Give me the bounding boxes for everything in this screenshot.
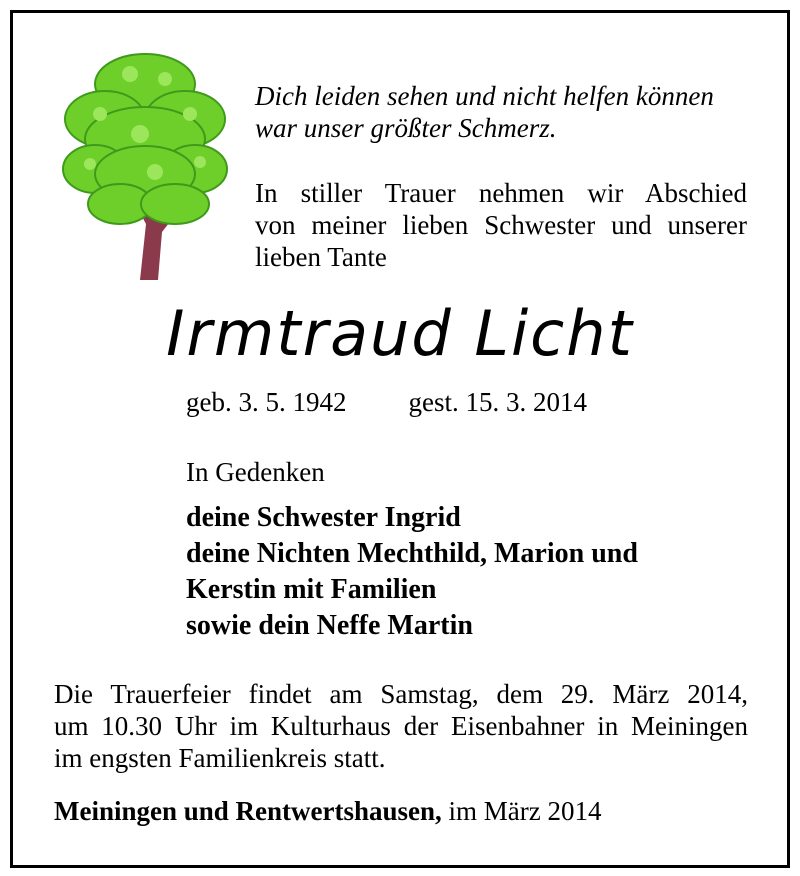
deceased-name: Irmtraud Licht (166, 297, 634, 370)
verse-line-2: war unser größter Schmerz. (255, 113, 557, 143)
mourner-line: sowie dein Neffe Martin (186, 610, 473, 641)
farewell-line-1: In stiller Trauer nehmen wir Abschied (255, 178, 747, 208)
place-date (54, 795, 602, 827)
place-towns: Meiningen und Rentwertshausen, (54, 796, 442, 826)
service-info (54, 678, 748, 774)
mourner-line: Kerstin mit Familien (186, 574, 437, 605)
mourner-line: deine Schwester Ingrid (186, 502, 461, 533)
birth-date: geb. 3. 5. 1942 (186, 387, 347, 417)
service-line-3: im engsten Familienkreis statt. (54, 743, 386, 773)
place-month: im März 2014 (448, 796, 602, 826)
farewell-line-2: von meiner lieben Schwester und unserer (255, 210, 747, 240)
life-dates (186, 386, 587, 418)
verse-line-1: Dich leiden sehen und nicht helfen können (255, 81, 714, 111)
tree-icon (60, 44, 230, 280)
farewell-line-3: lieben Tante (255, 242, 387, 272)
farewell-text (255, 177, 747, 273)
death-date: gest. 15. 3. 2014 (408, 387, 587, 417)
memory-label: In Gedenken (186, 457, 325, 487)
service-line-2: um 10.30 Uhr im Kulturhaus der Eisenbahner in Meiningen (54, 711, 748, 741)
mourners-list (186, 500, 638, 644)
mourner-line: deine Nichten Mechthild, Marion und (186, 538, 638, 569)
verse (255, 80, 755, 144)
service-line-1: Die Trauerfeier findet am Samstag, dem 29. März 2014, (54, 679, 748, 709)
